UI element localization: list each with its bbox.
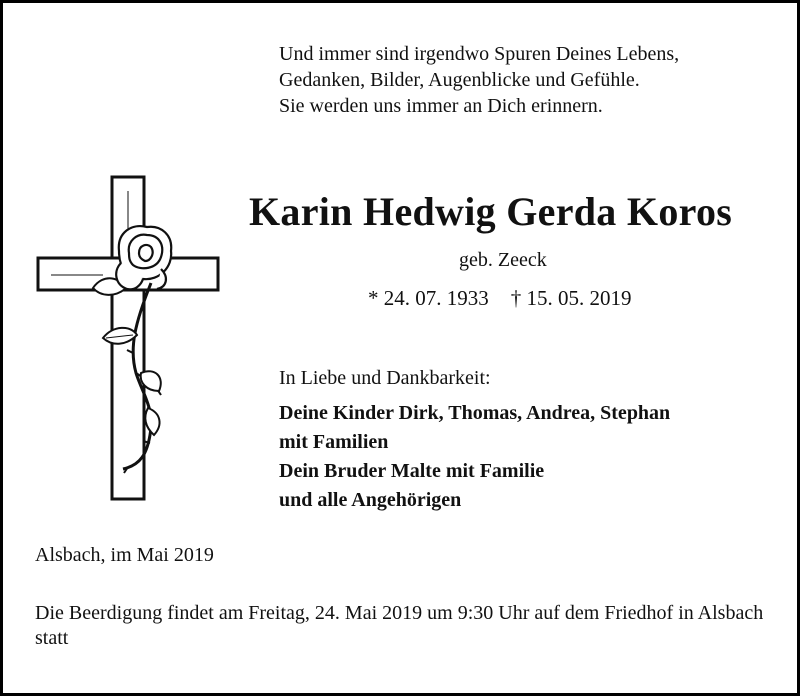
poem-line: Gedanken, Bilder, Augenblicke und Gefühle.: [279, 69, 640, 91]
mourners-intro: In Liebe und Dankbarkeit:: [279, 367, 491, 389]
deceased-name: Karin Hedwig Gerda Koros: [249, 189, 733, 234]
mourner-line: und alle Angehörigen: [279, 489, 462, 511]
birth-date: * 24. 07. 1933: [368, 286, 489, 310]
poem-line: Sie werden uns immer an Dich erinnern.: [279, 95, 603, 117]
mourner-line: Dein Bruder Malte mit Familie: [279, 460, 545, 482]
life-dates: [368, 286, 632, 311]
mourners-list: [279, 399, 789, 515]
funeral-notice: Die Beerdigung findet am Freitag, 24. Mai 2019 um 9:30 Uhr auf dem Friedhof in Alsbach statt: [35, 602, 764, 649]
mourner-line: mit Familien: [279, 431, 389, 453]
poem: [279, 41, 789, 119]
place-date: Alsbach, im Mai 2019: [35, 544, 214, 566]
poem-line: Und immer sind irgendwo Spuren Deines Lebens,: [279, 43, 680, 65]
cross-with-rose-icon: [33, 173, 223, 503]
death-date: † 15. 05. 2019: [510, 286, 632, 310]
mourner-line: Deine Kinder Dirk, Thomas, Andrea, Stephan: [279, 402, 671, 424]
maiden-name: geb. Zeeck: [459, 249, 547, 271]
